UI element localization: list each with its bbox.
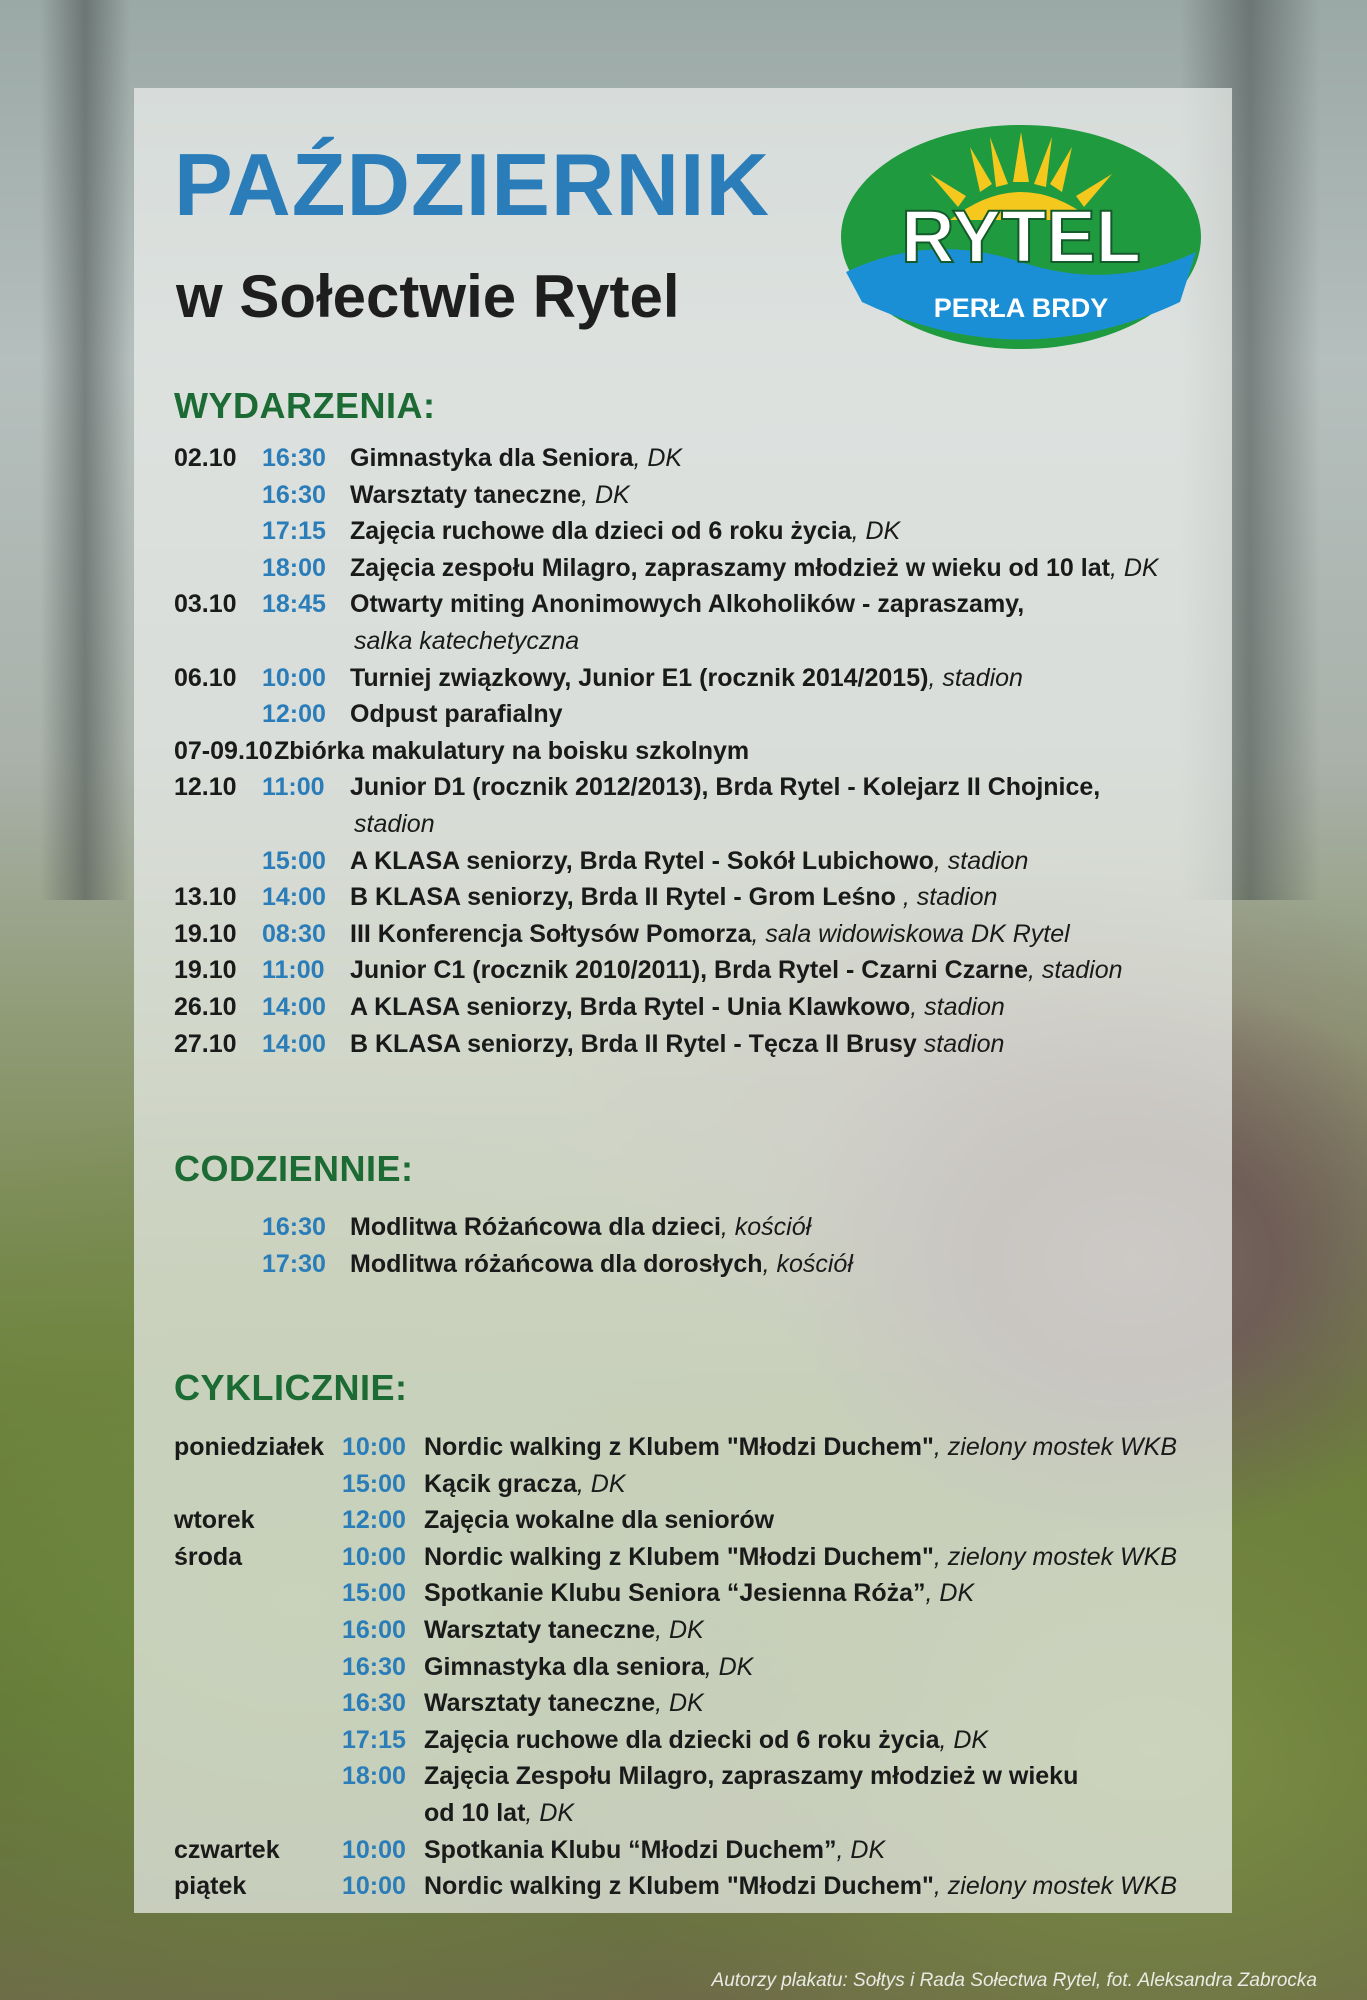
item-text (350, 879, 997, 915)
item-location: , DK (633, 444, 683, 472)
item-text (424, 1612, 704, 1648)
time-label: 12:00 (342, 1506, 406, 1535)
time-label: 18:00 (342, 1762, 406, 1791)
time-label: 18:45 (262, 590, 326, 619)
item-title: III Konferencja Sołtysów Pomorza (350, 919, 752, 948)
item-text (350, 843, 1028, 879)
section-heading-cyklicznie: CYKLICZNIE: (174, 1367, 408, 1408)
item-location: , DK (655, 1615, 704, 1644)
time-label: 17:30 (262, 1249, 326, 1278)
item-location: , kościół (762, 1249, 853, 1278)
list-item (174, 769, 1214, 806)
list-item (174, 916, 1214, 953)
item-location: , DK (836, 1835, 886, 1864)
item-location: , DK (925, 1579, 975, 1608)
list-item (174, 1758, 1214, 1795)
event-date: 03.10 (174, 590, 237, 619)
time-label: 14:00 (262, 1029, 326, 1058)
item-text (424, 1795, 574, 1831)
time-label: 15:00 (262, 846, 326, 875)
time-label: 16:30 (262, 444, 326, 472)
event-date: 02.10 (174, 444, 237, 472)
item-location: , kościół (720, 1213, 812, 1241)
item-text (424, 1722, 988, 1758)
item-text (350, 586, 1024, 622)
item-title: Zajęcia wokalne dla seniorów (424, 1506, 775, 1535)
weekday-label: środa (174, 1542, 243, 1571)
item-title: Zajęcia ruchowe dla dzieci od 6 roku życia (350, 517, 852, 546)
item-text (350, 952, 1123, 988)
list-item (174, 623, 1214, 660)
list-item (174, 1539, 1214, 1576)
item-location: , DK (939, 1725, 989, 1754)
time-label: 15:00 (342, 1469, 406, 1498)
item-text (424, 1502, 774, 1538)
time-label: 16:30 (262, 1213, 326, 1241)
item-title: Kącik gracza (424, 1469, 577, 1498)
time-label: 11:00 (262, 956, 325, 985)
item-title: Zajęcia zespołu Milagro, zapraszamy młodzież w wieku od 10 lat (350, 553, 1110, 582)
item-title: Warsztaty taneczne (424, 1689, 656, 1718)
item-title: A KLASA seniorzy, Brda Rytel - Unia Klawkowo (350, 992, 911, 1021)
weekday-label: czwartek (174, 1835, 280, 1864)
list-item (174, 440, 1214, 477)
item-title: Zajęcia Zespołu Milagro, zapraszamy młodzież w wieku (424, 1762, 1079, 1791)
recurring-list (174, 1429, 1214, 1905)
item-title: Nordic walking z Klubem "Młodzi Duchem" (424, 1433, 934, 1461)
list-item (174, 952, 1214, 989)
event-date: 06.10 (174, 663, 237, 692)
event-date: 13.10 (174, 883, 237, 912)
time-label: 11:00 (262, 773, 325, 802)
item-location: , DK (655, 1689, 704, 1718)
list-item (174, 733, 1214, 770)
time-label: 16:30 (342, 1652, 406, 1681)
poster-credit: Autorzy plakatu: Sołtys i Rada Sołectwa Rytel, fot. Aleksandra Zabrocka (711, 1970, 1317, 1991)
list-item (174, 1026, 1214, 1063)
item-text (424, 1429, 1177, 1465)
list-item (174, 879, 1214, 916)
event-date: 12.10 (174, 773, 237, 802)
item-location: stadion (354, 809, 435, 838)
time-label: 10:00 (342, 1433, 406, 1461)
time-label: 10:00 (342, 1872, 406, 1901)
item-location: , stadion (933, 846, 1029, 875)
item-title: B KLASA seniorzy, Brda II Rytel - Tęcza II Brusy (350, 1029, 917, 1058)
item-text (424, 1575, 974, 1611)
item-location: , zielony mostek WKB (933, 1542, 1178, 1571)
weekday-label: poniedziałek (174, 1433, 325, 1461)
item-text (424, 1466, 626, 1502)
item-text (350, 477, 630, 513)
item-text (350, 660, 1023, 696)
item-text (424, 1539, 1177, 1575)
weekday-label: wtorek (174, 1506, 255, 1535)
time-label: 10:00 (342, 1835, 406, 1864)
list-item (174, 696, 1214, 733)
item-text (350, 989, 1005, 1025)
item-text (350, 550, 1159, 586)
item-title: Modlitwa Różańcowa dla dzieci (350, 1213, 721, 1241)
list-item (174, 1722, 1214, 1759)
item-title: od 10 lat (424, 1798, 526, 1827)
list-item (174, 1868, 1214, 1905)
item-title: Modlitwa różańcowa dla dorosłych (350, 1249, 763, 1278)
section-heading-codziennie: CODZIENNIE: (174, 1148, 414, 1189)
item-title: Nordic walking z Klubem "Młodzi Duchem" (424, 1542, 934, 1571)
item-title: Gimnastyka dla Seniora (350, 444, 634, 472)
time-label: 10:00 (342, 1542, 406, 1571)
item-title: Zajęcia ruchowe dla dziecki od 6 roku życia (424, 1725, 940, 1754)
item-text (424, 1649, 753, 1685)
daily-list (174, 1209, 1214, 1282)
time-label: 08:30 (262, 919, 326, 948)
item-title: Junior C1 (rocznik 2010/2011), Brda Rytel - Czarni Czarne (350, 956, 1029, 985)
item-text (354, 806, 435, 842)
list-item (174, 660, 1214, 697)
time-label: 17:15 (262, 517, 326, 546)
item-text (350, 513, 900, 549)
list-item (174, 806, 1214, 843)
events-list (174, 440, 1214, 1062)
item-title: Zbiórka makulatury na boisku szkolnym (274, 736, 750, 765)
rytel-logo (840, 112, 1202, 352)
item-title: Nordic walking z Klubem "Młodzi Duchem" (424, 1872, 934, 1901)
item-text (350, 696, 563, 732)
logo-name: RYTEL (901, 195, 1141, 278)
item-text (424, 1758, 1078, 1794)
item-location: , DK (704, 1652, 754, 1681)
time-label: 16:30 (262, 480, 326, 509)
page-title: PAŹDZIERNIK (174, 135, 771, 234)
item-title: A KLASA seniorzy, Brda Rytel - Sokół Lubichowo (350, 846, 934, 875)
list-item (174, 513, 1214, 550)
item-location: , DK (525, 1798, 575, 1827)
item-title: Otwarty miting Anonimowych Alkoholików - zapraszamy, (350, 590, 1025, 619)
time-label: 16:00 (342, 1615, 406, 1644)
item-location: salka katechetyczna (354, 626, 580, 655)
time-label: 10:00 (262, 663, 326, 692)
list-item (174, 1612, 1214, 1649)
item-title: Warsztaty taneczne (350, 480, 582, 509)
event-date: 27.10 (174, 1029, 237, 1058)
time-label: 14:00 (262, 883, 326, 912)
list-item (174, 586, 1214, 623)
time-label: 15:00 (342, 1579, 406, 1608)
item-title: Warsztaty taneczne (424, 1615, 656, 1644)
item-text (350, 1026, 1004, 1062)
list-item (174, 1649, 1214, 1686)
item-text (424, 1832, 885, 1868)
item-location: , DK (581, 480, 630, 509)
weekday-label: piątek (174, 1872, 247, 1901)
item-text (424, 1868, 1177, 1904)
item-location: , DK (851, 517, 901, 546)
list-item (174, 477, 1214, 514)
list-item (174, 843, 1214, 880)
list-item (174, 1832, 1214, 1869)
logo-tagline: PERŁA BRDY (933, 293, 1109, 323)
list-item (174, 1209, 1214, 1246)
list-item (174, 1795, 1214, 1832)
item-title: Odpust parafialny (350, 700, 563, 729)
list-item (174, 1429, 1214, 1466)
list-item (174, 550, 1214, 587)
item-location: stadion (916, 1029, 1005, 1058)
item-location: , stadion (910, 992, 1005, 1021)
item-location: , stadion (895, 883, 998, 912)
item-location: , zielony mostek WKB (933, 1433, 1178, 1461)
list-item (174, 1466, 1214, 1503)
list-item (174, 989, 1214, 1026)
item-title: Spotkania Klubu “Młodzi Duchem” (424, 1835, 837, 1864)
background-tree (40, 0, 130, 900)
list-item (174, 1502, 1214, 1539)
item-text (354, 623, 579, 659)
item-location: , sala widowiskowa DK Rytel (751, 919, 1070, 948)
item-title: B KLASA seniorzy, Brda II Rytel - Grom Leśno (350, 883, 896, 912)
item-title: Spotkanie Klubu Seniora “Jesienna Róża” (424, 1579, 926, 1608)
item-text (350, 916, 1070, 952)
item-location: , stadion (928, 663, 1023, 692)
time-label: 14:00 (262, 992, 326, 1021)
item-title: Turniej związkowy, Junior E1 (rocznik 2014/2015) (350, 663, 929, 692)
item-title: Gimnastyka dla seniora (424, 1652, 705, 1681)
item-location: , zielony mostek WKB (933, 1872, 1178, 1901)
item-title: Junior D1 (rocznik 2012/2013), Brda Rytel - Kolejarz II Chojnice, (350, 773, 1101, 802)
list-item (174, 1246, 1214, 1283)
section-heading-wydarzenia: WYDARZENIA: (174, 385, 436, 426)
event-date: 26.10 (174, 992, 237, 1021)
list-item (174, 1685, 1214, 1722)
time-label: 16:30 (342, 1689, 406, 1718)
item-text (350, 1209, 811, 1245)
time-label: 12:00 (262, 700, 326, 729)
item-text (350, 769, 1100, 805)
item-location: , stadion (1028, 956, 1123, 985)
time-label: 17:15 (342, 1725, 406, 1754)
item-text (424, 1685, 704, 1721)
item-text (350, 1246, 853, 1282)
event-date: 19.10 (174, 919, 237, 948)
event-date: 07-09.10 (174, 736, 273, 765)
time-label: 18:00 (262, 553, 326, 582)
item-location: , DK (1109, 553, 1159, 582)
list-item (174, 1575, 1214, 1612)
item-text (350, 440, 682, 476)
event-date: 19.10 (174, 956, 237, 985)
item-location: , DK (576, 1469, 626, 1498)
page-subtitle: w Sołectwie Rytel (176, 263, 680, 330)
item-text (274, 733, 749, 769)
